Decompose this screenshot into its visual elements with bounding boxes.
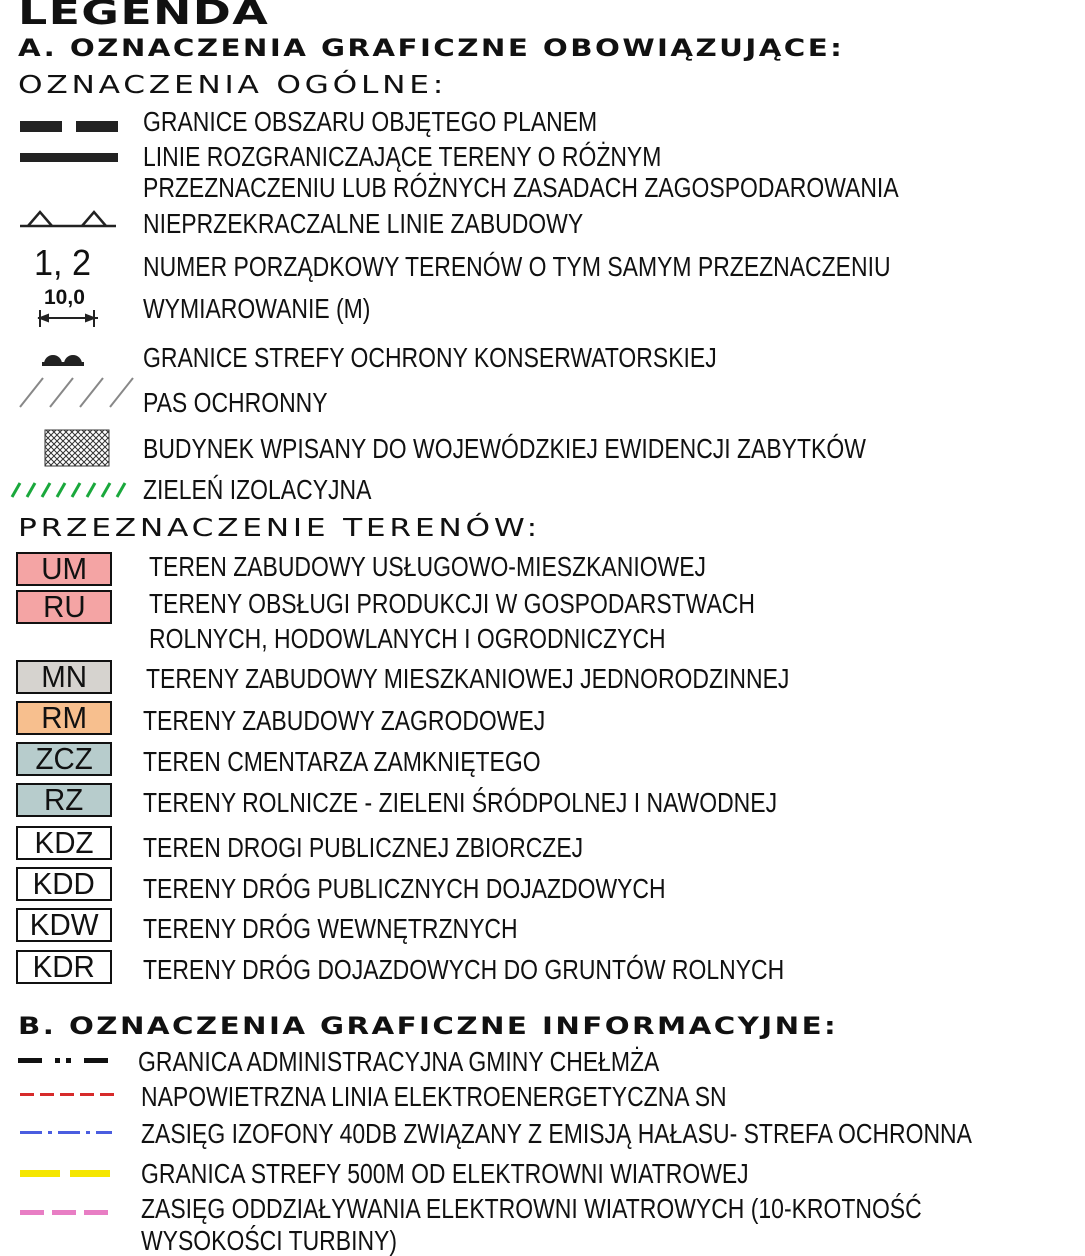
general-label-division: LINIE ROZGRANICZAJĄCE TERENY O RÓŻNYM: [143, 141, 662, 172]
land-use-label-kdd: TERENY DRÓG PUBLICZNYCH DOJAZDOWYCH: [143, 873, 666, 904]
semicircle-line-icon: [42, 355, 84, 366]
badge-um: UM: [16, 552, 112, 586]
crosshatch-box-icon: [45, 430, 109, 466]
land-use-label-kdz: TEREN DROGI PUBLICZNEJ ZBIORCZEJ: [143, 832, 584, 863]
triangle-line-icon: [20, 212, 116, 226]
power-line-icon: [20, 1093, 114, 1096]
diagonal-hatch-icon: [20, 378, 133, 407]
land-use-label-kdw: TERENY DRÓG WEWNĘTRZNYCH: [143, 913, 518, 944]
info-label-wind-impact-2: WYSOKOŚCI TURBINY): [141, 1225, 397, 1256]
thick-dashed-line-icon: [20, 121, 118, 132]
land-use-label-rz: TERENY ROLNICZE - ZIELENI ŚRÓDPOLNEJ I NAWODNEJ: [143, 787, 778, 818]
green-hatch-icon: [12, 483, 125, 497]
land-use-label-zcz: TEREN CMENTARZA ZAMKNIĘTEGO: [143, 746, 541, 777]
info-label-wind-impact: ZASIĘG ODDZIAŁYWANIA ELEKTROWNI WIATROWYCH (10-KROTNOŚĆ: [141, 1193, 922, 1224]
info-label-noise-zone: ZASIĘG IZOFONY 40DB ZWIĄZANY Z EMISJĄ HAŁASU- STREFA OCHRONNA: [141, 1118, 972, 1149]
land-use-label-kdr: TERENY DRÓG DOJAZDOWYCH DO GRUNTÓW ROLNYCH: [143, 954, 785, 985]
general-label-green: ZIELEŃ IZOLACYJNA: [143, 474, 372, 505]
info-label-power-line: NAPOWIETRZNA LINIA ELEKTROENERGETYCZNA SN: [141, 1081, 727, 1112]
number-symbol: 1, 2: [34, 242, 92, 283]
general-label-building-line: NIEPRZEKRACZALNE LINIE ZABUDOWY: [143, 208, 584, 239]
badge-kdr: KDR: [16, 950, 112, 984]
land-use-heading: PRZEZNACZENIE TERENÓW:: [18, 513, 541, 542]
general-label-conservation: GRANICE STREFY OCHRONY KONSERWATORSKIEJ: [143, 342, 717, 373]
general-label-number: NUMER PORZĄDKOWY TERENÓW O TYM SAMYM PRZEZNACZENIU: [143, 251, 891, 282]
badge-mn: MN: [16, 660, 112, 694]
info-symbols: [0, 1040, 140, 1240]
general-label-dimension: WYMIAROWANIE (M): [143, 293, 371, 324]
wind-impact-line-icon: [20, 1210, 108, 1215]
general-heading: OZNACZENIA OGÓLNE:: [18, 70, 448, 99]
general-label-monument: BUDYNEK WPISANY DO WOJEWÓDZKIEJ EWIDENCJI ZABYTKÓW: [143, 433, 866, 464]
section-b-heading: B. OZNACZENIA GRAFICZNE INFORMACYJNE:: [18, 1012, 839, 1040]
land-use-label-um: TEREN ZABUDOWY USŁUGOWO-MIESZKANIOWEJ: [149, 551, 707, 582]
info-label-admin-boundary: GRANICA ADMINISTRACYJNA GMINY CHEŁMŻA: [138, 1046, 660, 1077]
info-label-wind-zone: GRANICA STREFY 500M OD ELEKTROWNI WIATROWEJ: [141, 1158, 749, 1189]
badge-kdd: KDD: [16, 867, 112, 901]
wind-zone-line-icon: [20, 1170, 110, 1177]
land-use-label-ru-2: ROLNYCH, HODOWLANYCH I OGRODNICZYCH: [149, 623, 666, 654]
section-a-heading: A. OZNACZENIA GRAFICZNE OBOWIĄZUJĄCE:: [18, 34, 845, 62]
land-use-label-rm: TERENY ZABUDOWY ZAGRODOWEJ: [143, 705, 546, 736]
general-label-boundary: GRANICE OBSZARU OBJĘTEGO PLANEM: [143, 106, 598, 137]
badge-kdz: KDZ: [16, 826, 112, 860]
admin-boundary-line-icon: [18, 1058, 108, 1063]
thick-solid-line-icon: [20, 153, 118, 162]
badge-zcz: ZCZ: [16, 742, 112, 776]
badge-rz: RZ: [16, 783, 112, 817]
land-use-label-mn: TERENY ZABUDOWY MIESZKANIOWEJ JEDNORODZINNEJ: [146, 663, 790, 694]
noise-zone-line-icon: [20, 1131, 112, 1134]
badge-rm: RM: [16, 701, 112, 735]
general-label-protective-strip: PAS OCHRONNY: [143, 387, 328, 418]
badge-kdw: KDW: [16, 908, 112, 942]
badge-ru: RU: [16, 590, 112, 624]
dimension-symbol-text: 10,0: [44, 286, 85, 309]
legend-title: LEGENDA: [18, 0, 270, 33]
land-use-label-ru: TERENY OBSŁUGI PRODUKCJI W GOSPODARSTWACH: [149, 588, 755, 619]
general-label-division-2: PRZEZNACZENIU LUB RÓŻNYCH ZASADACH ZAGOSPODAROWANIA: [143, 172, 899, 203]
dimension-icon: [38, 310, 98, 327]
